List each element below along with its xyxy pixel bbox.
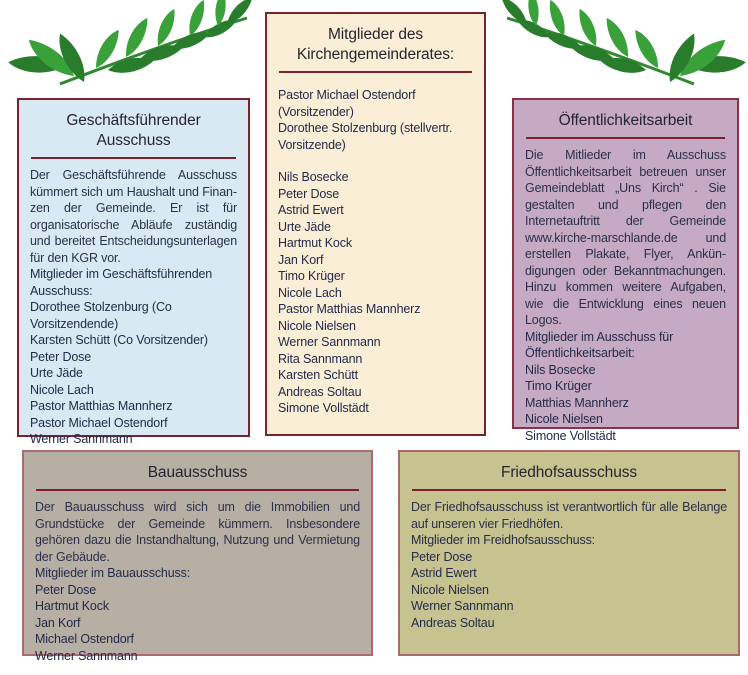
member-name: Nicole Lach [30,382,94,397]
member-name: Astrid Ewert [411,566,477,581]
member-name: Dorothee Stolzenburg (Co Vorsitzendende) [30,300,172,331]
member-name: Nicole Lach [278,285,342,300]
member-name: Astrid Ewert [278,203,344,218]
member-name: Nils Bosecke [525,362,596,377]
member-name: Urte Jäde [30,366,83,381]
friedhof-member-list [411,549,727,632]
member-name: Simone Vollstädt [525,428,616,443]
pr-members-label: Mitglieder im Ausschuss für Öffentlichkeitsarbeit: [525,329,674,361]
kgr-leader-list [278,87,473,153]
member-name: Andreas Soltau [278,384,362,399]
bau-box-title: Bauausschuss [147,464,248,481]
member-name: Peter Dose [411,549,473,564]
member-name: Matthias Mannherz [525,395,629,410]
pr-box-title: Öffentlichkeitsarbeit [558,112,693,129]
friedhof-description: Der Friedhofsausschuss ist verantwortlich für alle Belange auf unseren vier Friedhöfen. [411,500,727,531]
member-name: Andreas Soltau [411,615,495,630]
member-name: Pastor Matthias Mannherz [278,302,421,317]
member-name: Peter Dose [278,186,340,201]
pr-member-list [525,362,726,445]
building-committee-box [22,450,373,663]
member-name: Jan Korf [278,252,324,267]
member-name: Karsten Schütt (Co Vorsitzender) [30,333,208,348]
exec-committee-box [17,98,250,447]
member-name: Michael Ostendorf [35,632,134,647]
title-underline [31,157,236,159]
cemetery-committee-box [398,450,740,656]
exec-box-title: Geschäftsführender Ausschuss [66,112,201,150]
title-underline [36,489,359,491]
laurel-branch-left-icon [22,4,252,99]
member-name: Hartmut Kock [35,599,109,614]
title-underline [279,71,472,73]
member-name: Simone Vollstädt [278,401,369,416]
member-name: Nicole Nielsen [278,318,356,333]
member-name: Timo Krüger [525,379,592,394]
member-name: Urte Jäde [278,219,331,234]
pr-description: Die Mitlieder im Ausschuss Öffentlichkeitsarbeit betreuen unser Gemeindeblatt „Uns Kirch“ . Sie gestalten und pflegen den Internetauftritt der Gemeinde www.kirche-marschlande.de und erstellen Plakate, Flyer, Ankündigungen oder Bekanntmachungen. Hinzu kommen weitere Aufgaben, wie die Entwicklung eines neuen Logos. [525,148,726,328]
kgr-member-list [278,169,473,417]
bau-description: Der Bauausschuss wird sich um die Immobilien und Grundstücke der Gemeinde kümmern. Insbesondere gehören dazu die Instandhaltung, Nutzung und Vermietung der Gebäude. [35,500,360,564]
member-name: Pastor Michael Ostendorf [30,415,168,430]
public-relations-box [512,98,739,443]
member-name: Werner Sannmann [278,335,381,350]
friedhof-members-label: Mitglieder im Freidhofsausschuss: [411,533,596,548]
member-name: Hartmut Kock [278,236,352,251]
bau-members-label: Mitglieder im Bauausschuss: [35,566,191,581]
bau-member-list [35,582,360,665]
member-name: Timo Krüger [278,269,345,284]
member-name: Pastor Matthias Mannherz [30,399,173,414]
laurel-branch-right-icon [502,4,732,99]
member-name: Werner Sannmann [411,599,514,614]
member-name: Nicole Nielsen [525,412,603,427]
leader-name: Pastor Michael Ostendorf (Vorsitzender) [278,88,416,119]
exec-members-label: Mitglieder im Geschäftsführenden Ausschuss: [30,267,213,298]
member-name: Nils Bosecke [278,170,349,185]
title-underline [526,137,725,139]
member-name: Werner Sannmann [35,648,138,663]
member-name: Peter Dose [35,582,97,597]
kgr-members-box [265,12,486,436]
member-name: Jan Korf [35,615,81,630]
kgr-box-title: Mitglieder des Kirchengemeinderates: [296,26,455,64]
member-name: Rita Sannmann [278,351,363,366]
friedhof-box-title: Friedhofsausschuss [500,464,638,481]
member-name: Peter Dose [30,349,92,364]
member-name: Nicole Nielsen [411,582,489,597]
exec-description: Der Geschäftsführende Ausschuss kümmert sich um Haushalt und Finanzen der Gemeinde. Er ist für organisatorische Abläufe zuständig und bereitet Entscheidungsunterlagen für den KGR vor. [30,168,237,265]
exec-member-list [30,299,237,448]
member-name: Werner Sannmann [30,432,133,447]
title-underline [412,489,726,491]
leader-name: Dorothee Stolzenburg (stellvertr. Vorsitzende) [278,121,453,152]
member-name: Karsten Schütt [278,368,358,383]
